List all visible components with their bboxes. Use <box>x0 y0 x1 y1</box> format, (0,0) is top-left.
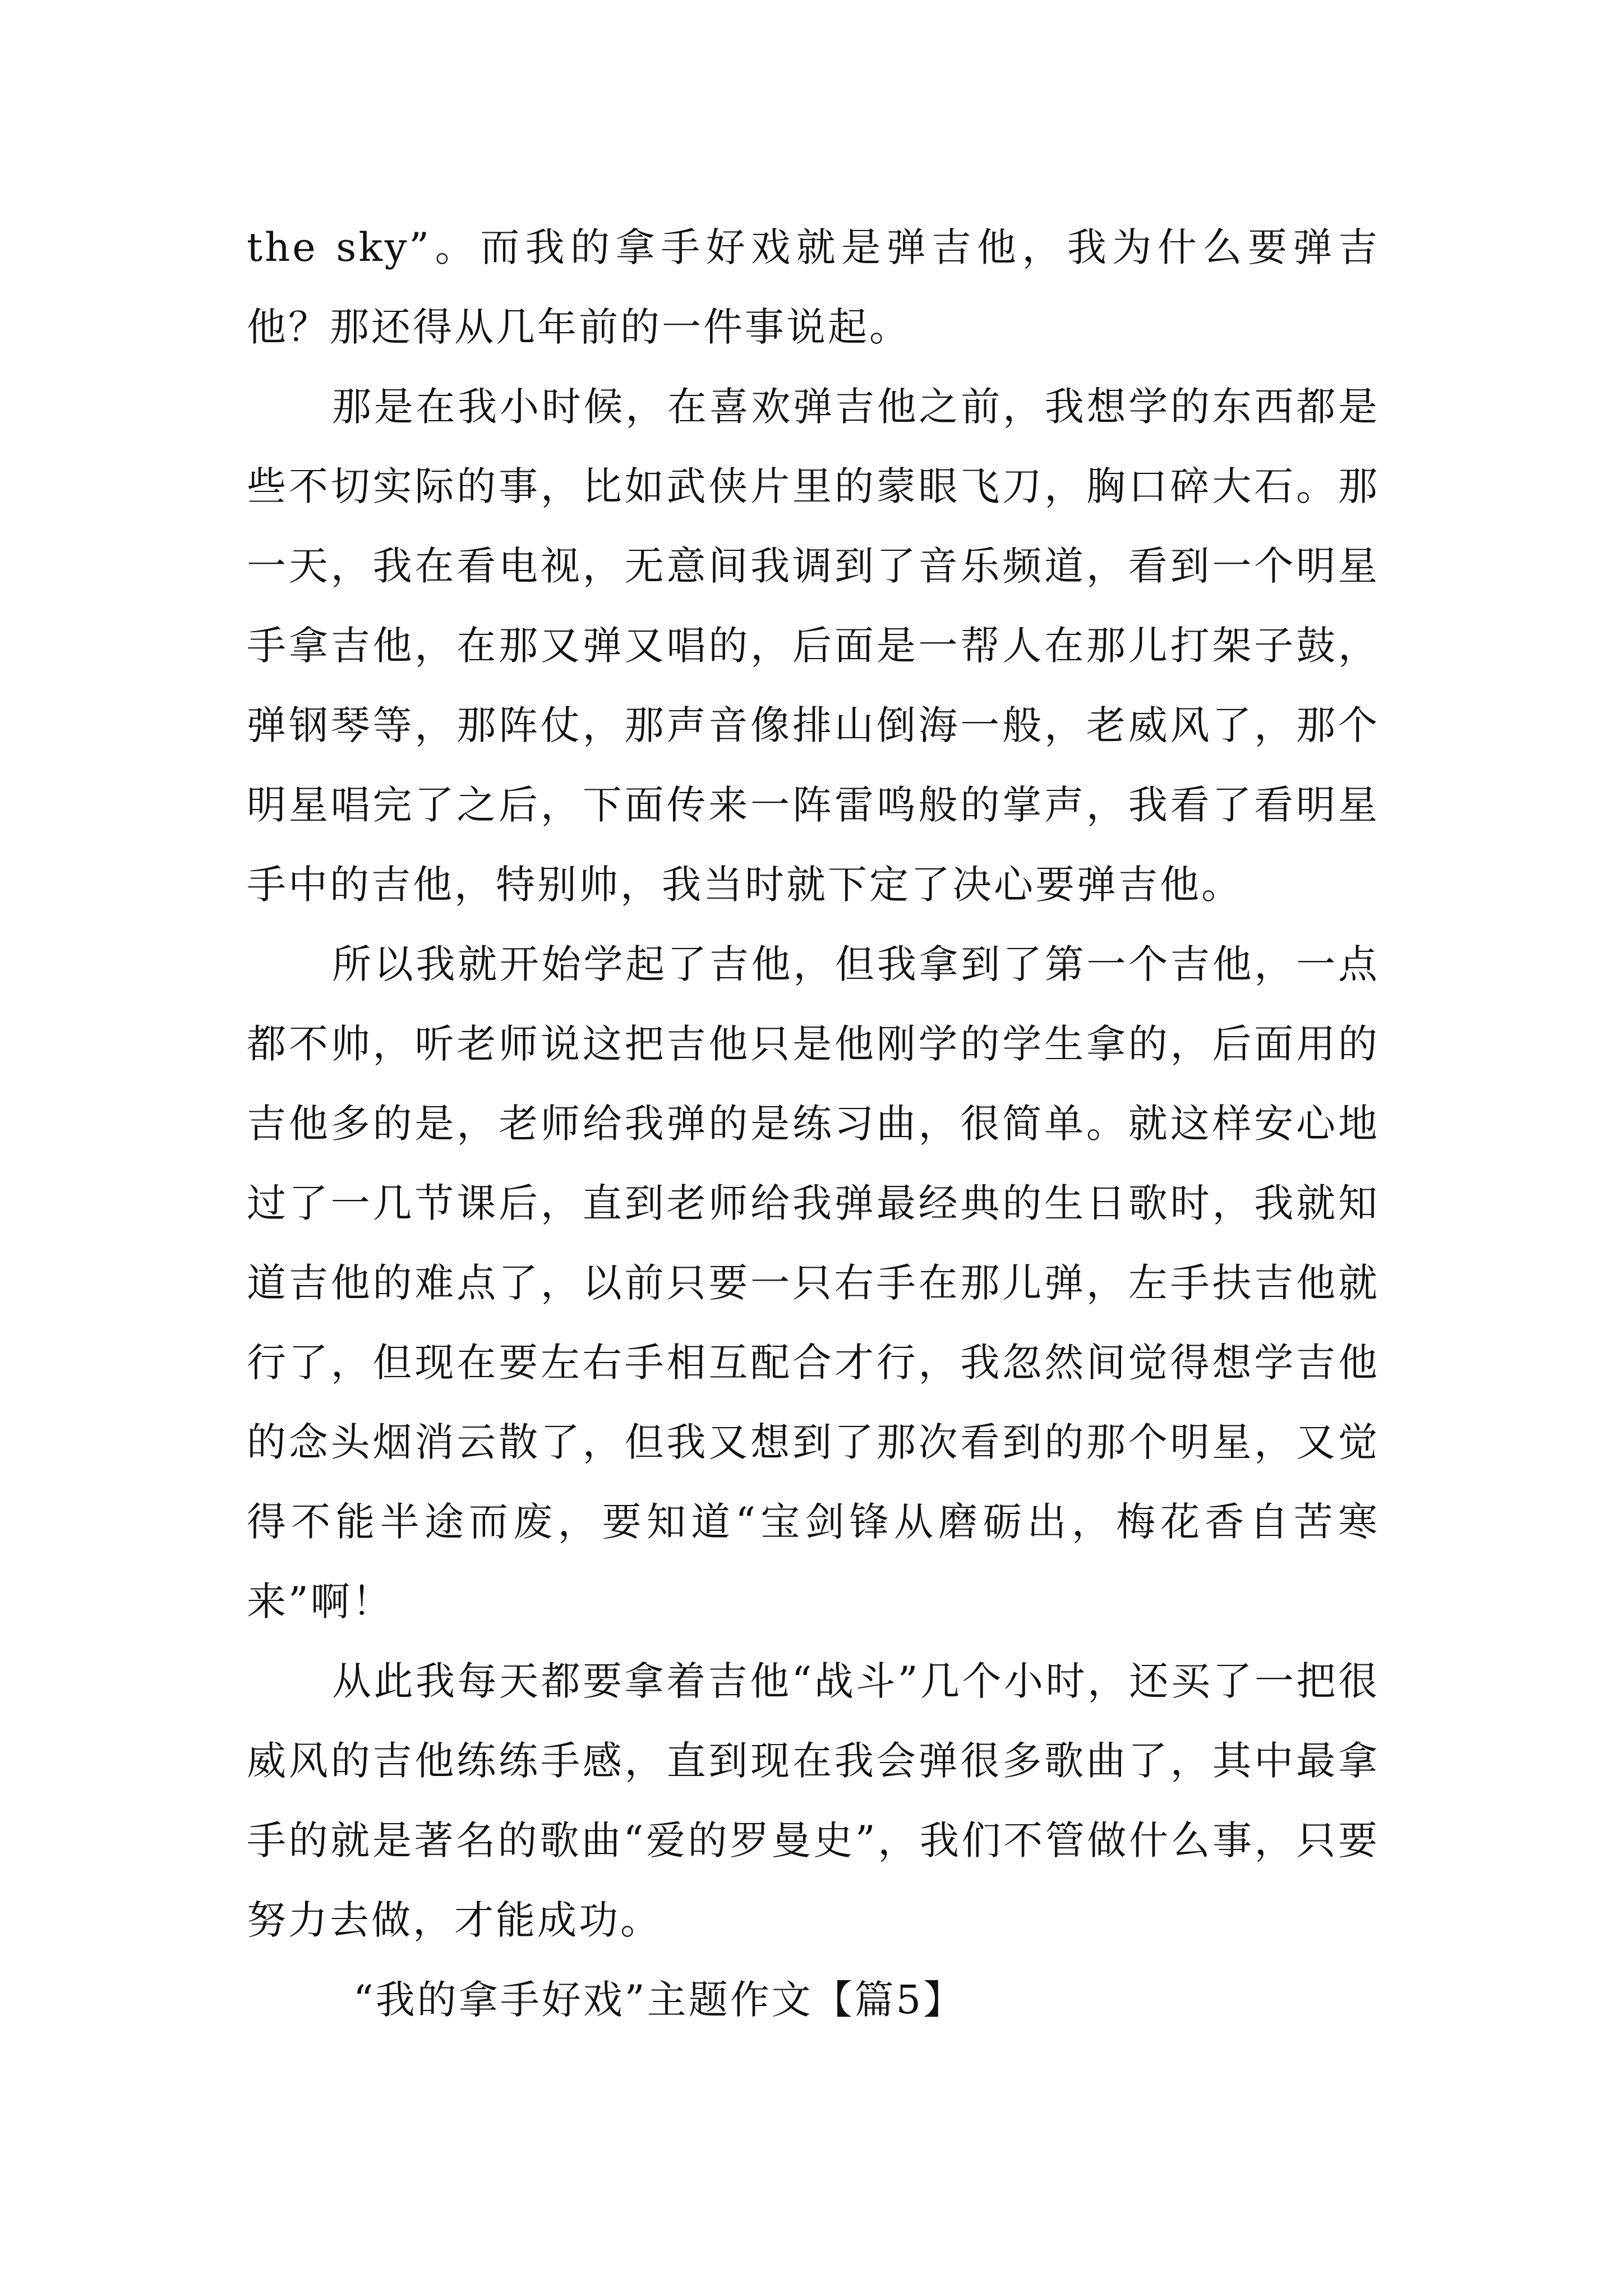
document-body <box>247 208 1380 2040</box>
paragraph-continuation: the sky”。而我的拿手好戏就是弹吉他，我为什么要弹吉他？那还得从几年前的一件事说起。 <box>247 224 1380 350</box>
paragraph-practice: 从此我每天都要拿着吉他“战斗”几个小时，还买了一把很威风的吉他练练手感，直到现在我会弹很多歌曲了，其中最拿手的就是著名的歌曲“爱的罗曼史”，我们不管做什么事，只要努力去做，才能成功。 <box>247 1658 1380 1943</box>
paragraph-learning: 所以我就开始学起了吉他，但我拿到了第一个吉他，一点都不帅，听老师说这把吉他只是他刚学的学生拿的，后面用的吉他多的是，老师给我弹的是练习曲，很简单。就这样安心地过了一几节课后，直到老师给我弹最经典的生日歌时，我就知道吉他的难点了，以前只要一只右手在那儿弹，左手扶吉他就行了，但现在要左右手相互配合才行，我忽然间觉得想学吉他的念头烟消云散了，但我又想到了那次看到的那个明星，又觉得不能半途而废，要知道“宝剑锋从磨砺出，梅花香自苦寒来”啊！ <box>247 941 1380 1625</box>
section-heading: “我的拿手好戏”主题作文【篇5】 <box>353 1977 965 2023</box>
paragraph-childhood: 那是在我小时候，在喜欢弹吉他之前，我想学的东西都是些不切实际的事，比如武侠片里的蒙眼飞刀，胸口碎大石。那一天，我在看电视，无意间我调到了音乐频道，看到一个明星手拿吉他，在那又弹又唱的，后面是一帮人在那儿打架子鼓，弹钢琴等，那阵仗，那声音像排山倒海一般，老威风了，那个明星唱完了之后，下面传来一阵雷鸣般的掌声，我看了看明星手中的吉他，特别帅，我当时就下定了决心要弹吉他。 <box>247 384 1380 908</box>
